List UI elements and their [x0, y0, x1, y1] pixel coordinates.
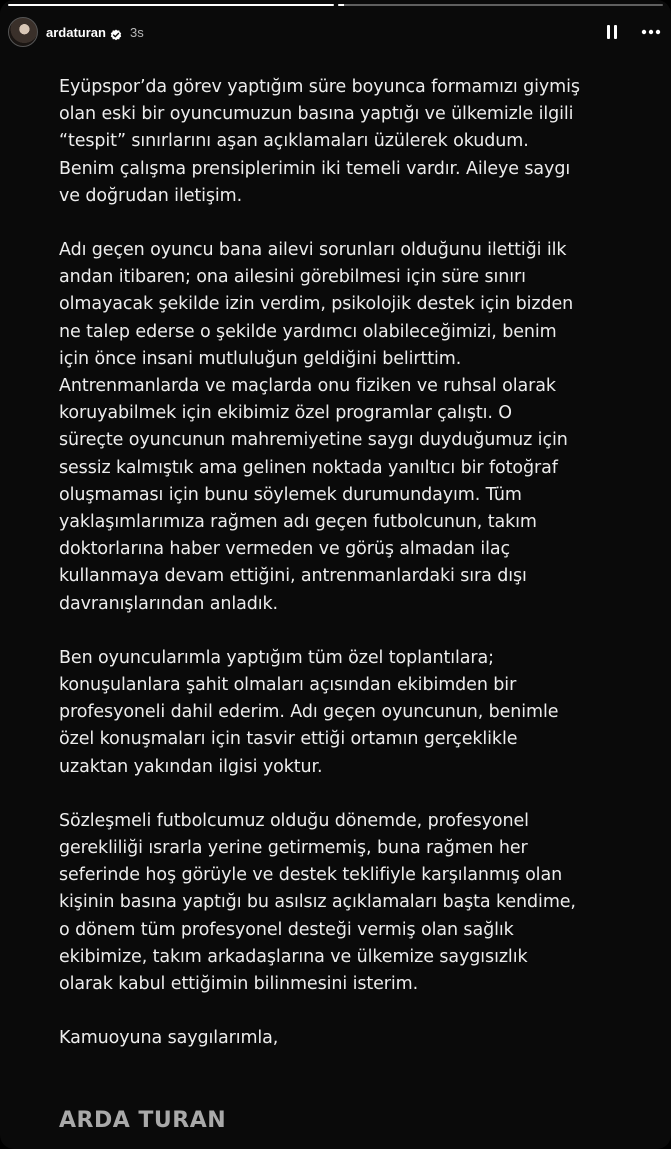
statement-paragraph-1: Eyüpspor’da görev yaptığım süre boyunca formamızı giymiş olan eski bir oyuncumuzun basına yaptığı ve ülkemizle ilgili “tespit” sınırlarını aşan açıklamaları üzülerek okudum. Benim çalışma prensiplerimin iki temeli vardır. Aileye saygı ve doğrudan iletişim. [59, 77, 580, 206]
verified-icon [110, 26, 122, 38]
progress-bar-1 [8, 4, 334, 6]
statement-closing: Kamuoyuna saygılarımla, [59, 1028, 279, 1049]
pause-icon[interactable] [605, 24, 619, 40]
signature: ARDA TURAN [59, 1108, 227, 1133]
avatar[interactable] [8, 17, 38, 47]
statement-paragraph-2: Adı geçen oyuncu bana ailevi sorunları olduğunu ilettiği ilk andan itibaren; ona ailesini görebilmesi için süre sınırı olmayacak şekilde izin verdim, psikolojik destek için bizden ne talep ederse o şekilde yardımcı olabileceğimizi, benim için önce insani mutluluğun geldiğini belirttim. Antrenmanlarda ve maçlarda onu fiziken ve ruhsal olarak koruyabilmek için ekibimiz özel programlar çalıştı. O süreçte oyuncunun mahremiyetine saygı duyduğumuz için sessiz kalmıştık ama gelinen noktada yanıltıcı bir fotoğraf oluşmaması için bunu söylemek durumundayım. Tüm yaklaşımlarımıza rağmen adı geçen futbolcunun, takım doktorlarına haber vermeden ve görüş almadan ilaç kullanmaya devam ettiğini, antrenmanlardaki sıra dışı davranışlarından anladık. [59, 240, 574, 614]
statement-paragraph-4: Sözleşmeli futbolcumuz olduğu dönemde, profesyonel gerekliliği ısrarla yerine getirmemiş, buna rağmen her seferinde hoş görüyle ve destek teklifiyle karşılanmış olan kişinin basına yaptığı bu asılsız açıklamaları başta kendime, o dönem tüm profesyonel desteği vermiş olan sağlık ekibimize, takım arkadaşlarına ve ülkemize saygısızlık olarak kabul ettiğimin bilinmesini isterim. [59, 810, 576, 995]
more-icon[interactable] [641, 29, 661, 35]
progress-bar-2 [338, 4, 664, 6]
story-header [8, 16, 663, 48]
header-controls [605, 24, 661, 40]
story-progress [8, 4, 663, 6]
statement-paragraph-3: Ben oyuncularımla yaptığım tüm özel toplantılara; konuşulanlara şahit olmaları açısından ekibimden bir profesyoneli dahil ederim. Adı geçen oyuncunun, benimle özel konuşmaları için tasvir ettiği ortamın gerçeklikle uzaktan yakından ilgisi yoktur. [59, 647, 559, 777]
statement-text [59, 74, 644, 1053]
story-timestamp: 3s [129, 24, 144, 40]
username[interactable]: ardaturan [46, 24, 106, 40]
